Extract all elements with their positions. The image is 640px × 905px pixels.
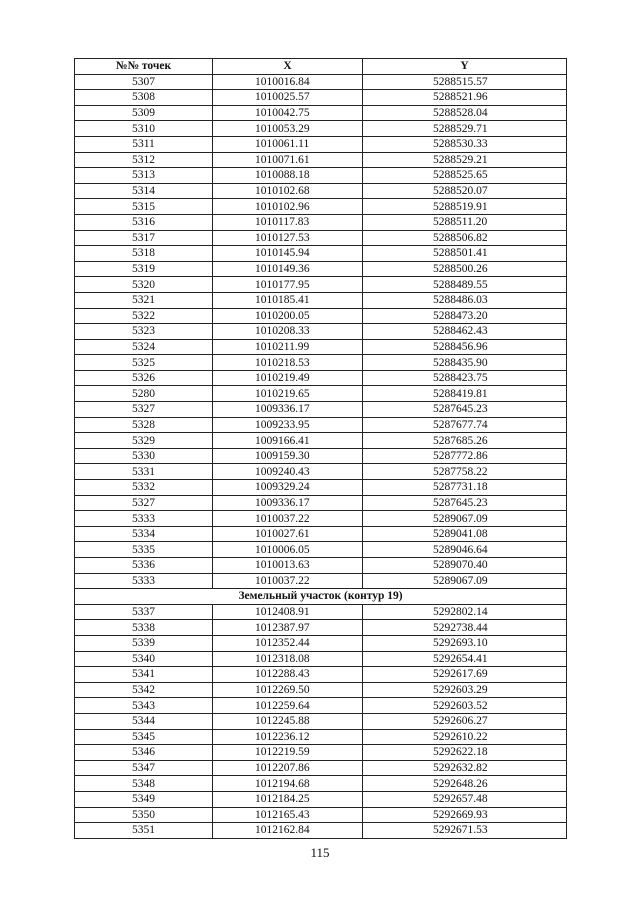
point-number-cell: 5316 <box>75 214 213 230</box>
x-coordinate-cell: 1010037.22 <box>213 511 363 527</box>
y-coordinate-cell: 5288528.04 <box>363 105 567 121</box>
table-body <box>75 74 567 838</box>
x-coordinate-cell: 1010219.65 <box>213 386 363 402</box>
y-coordinate-cell: 5292802.14 <box>363 604 567 620</box>
header-y: Y <box>363 59 567 75</box>
point-number-cell: 5313 <box>75 168 213 184</box>
y-coordinate-cell: 5289041.08 <box>363 526 567 542</box>
table-header-row <box>75 59 567 75</box>
point-number-cell: 5340 <box>75 651 213 667</box>
point-number-cell: 5332 <box>75 480 213 496</box>
x-coordinate-cell: 1009240.43 <box>213 464 363 480</box>
x-coordinate-cell: 1010208.33 <box>213 324 363 340</box>
y-coordinate-cell: 5292738.44 <box>363 620 567 636</box>
y-coordinate-cell: 5292603.52 <box>363 698 567 714</box>
x-coordinate-cell: 1012259.64 <box>213 698 363 714</box>
table-row <box>75 542 567 558</box>
x-coordinate-cell: 1010088.18 <box>213 168 363 184</box>
y-coordinate-cell: 5288500.26 <box>363 261 567 277</box>
header-point-number: №№ точек <box>75 59 213 75</box>
section-title: Земельный участок (контур 19) <box>75 589 567 605</box>
x-coordinate-cell: 1012408.91 <box>213 604 363 620</box>
table-row <box>75 604 567 620</box>
x-coordinate-cell: 1012184.25 <box>213 791 363 807</box>
table-row <box>75 183 567 199</box>
y-coordinate-cell: 5288423.75 <box>363 370 567 386</box>
point-number-cell: 5348 <box>75 776 213 792</box>
table-row <box>75 230 567 246</box>
point-number-cell: 5338 <box>75 620 213 636</box>
x-coordinate-cell: 1010053.29 <box>213 121 363 137</box>
x-coordinate-cell: 1010013.63 <box>213 558 363 574</box>
y-coordinate-cell: 5288520.07 <box>363 183 567 199</box>
point-number-cell: 5336 <box>75 558 213 574</box>
y-coordinate-cell: 5292693.10 <box>363 635 567 651</box>
point-number-cell: 5351 <box>75 823 213 839</box>
point-number-cell: 5334 <box>75 526 213 542</box>
x-coordinate-cell: 1010177.95 <box>213 277 363 293</box>
point-number-cell: 5350 <box>75 807 213 823</box>
y-coordinate-cell: 5287731.18 <box>363 480 567 496</box>
table-row <box>75 417 567 433</box>
point-number-cell: 5327 <box>75 495 213 511</box>
x-coordinate-cell: 1012219.59 <box>213 745 363 761</box>
table-row <box>75 121 567 137</box>
x-coordinate-cell: 1010025.57 <box>213 90 363 106</box>
table-row <box>75 635 567 651</box>
table-row <box>75 355 567 371</box>
point-number-cell: 5342 <box>75 682 213 698</box>
y-coordinate-cell: 5287645.23 <box>363 402 567 418</box>
point-number-cell: 5349 <box>75 791 213 807</box>
point-number-cell: 5318 <box>75 246 213 262</box>
table-row <box>75 292 567 308</box>
table-row <box>75 277 567 293</box>
point-number-cell: 5323 <box>75 324 213 340</box>
x-coordinate-cell: 1010145.94 <box>213 246 363 262</box>
point-number-cell: 5315 <box>75 199 213 215</box>
table-row <box>75 152 567 168</box>
x-coordinate-cell: 1009159.30 <box>213 448 363 464</box>
x-coordinate-cell: 1010211.99 <box>213 339 363 355</box>
point-number-cell: 5320 <box>75 277 213 293</box>
x-coordinate-cell: 1010006.05 <box>213 542 363 558</box>
point-number-cell: 5307 <box>75 74 213 90</box>
x-coordinate-cell: 1012236.12 <box>213 729 363 745</box>
y-coordinate-cell: 5289067.09 <box>363 573 567 589</box>
table-row <box>75 74 567 90</box>
point-number-cell: 5327 <box>75 402 213 418</box>
table-row <box>75 620 567 636</box>
y-coordinate-cell: 5292606.27 <box>363 713 567 729</box>
x-coordinate-cell: 1010219.49 <box>213 370 363 386</box>
y-coordinate-cell: 5292617.69 <box>363 667 567 683</box>
x-coordinate-cell: 1010127.53 <box>213 230 363 246</box>
table-row <box>75 386 567 402</box>
point-number-cell: 5328 <box>75 417 213 433</box>
table-row <box>75 246 567 262</box>
table-row <box>75 807 567 823</box>
table-row <box>75 214 567 230</box>
point-number-cell: 5337 <box>75 604 213 620</box>
y-coordinate-cell: 5292654.41 <box>363 651 567 667</box>
table-row <box>75 776 567 792</box>
x-coordinate-cell: 1012352.44 <box>213 635 363 651</box>
y-coordinate-cell: 5288525.65 <box>363 168 567 184</box>
y-coordinate-cell: 5288473.20 <box>363 308 567 324</box>
y-coordinate-cell: 5292610.22 <box>363 729 567 745</box>
point-number-cell: 5333 <box>75 511 213 527</box>
x-coordinate-cell: 1012207.86 <box>213 760 363 776</box>
table-row <box>75 199 567 215</box>
table-row <box>75 464 567 480</box>
table-row <box>75 261 567 277</box>
x-coordinate-cell: 1012245.88 <box>213 713 363 729</box>
y-coordinate-cell: 5288530.33 <box>363 136 567 152</box>
x-coordinate-cell: 1010149.36 <box>213 261 363 277</box>
point-number-cell: 5346 <box>75 745 213 761</box>
x-coordinate-cell: 1012288.43 <box>213 667 363 683</box>
coordinates-table <box>74 58 567 839</box>
point-number-cell: 5339 <box>75 635 213 651</box>
table-row <box>75 760 567 776</box>
y-coordinate-cell: 5288529.21 <box>363 152 567 168</box>
y-coordinate-cell: 5289070.40 <box>363 558 567 574</box>
table-row <box>75 448 567 464</box>
point-number-cell: 5311 <box>75 136 213 152</box>
y-coordinate-cell: 5288511.20 <box>363 214 567 230</box>
table-row <box>75 698 567 714</box>
table-row <box>75 823 567 839</box>
x-coordinate-cell: 1010061.11 <box>213 136 363 152</box>
point-number-cell: 5317 <box>75 230 213 246</box>
point-number-cell: 5335 <box>75 542 213 558</box>
table-row <box>75 495 567 511</box>
point-number-cell: 5341 <box>75 667 213 683</box>
y-coordinate-cell: 5288462.43 <box>363 324 567 340</box>
point-number-cell: 5345 <box>75 729 213 745</box>
x-coordinate-cell: 1012162.84 <box>213 823 363 839</box>
x-coordinate-cell: 1010027.61 <box>213 526 363 542</box>
point-number-cell: 5322 <box>75 308 213 324</box>
point-number-cell: 5321 <box>75 292 213 308</box>
y-coordinate-cell: 5292671.53 <box>363 823 567 839</box>
y-coordinate-cell: 5288515.57 <box>363 74 567 90</box>
point-number-cell: 5331 <box>75 464 213 480</box>
x-coordinate-cell: 1010200.05 <box>213 308 363 324</box>
table-row <box>75 90 567 106</box>
x-coordinate-cell: 1010016.84 <box>213 74 363 90</box>
header-x: X <box>213 59 363 75</box>
point-number-cell: 5308 <box>75 90 213 106</box>
x-coordinate-cell: 1010102.96 <box>213 199 363 215</box>
x-coordinate-cell: 1010071.61 <box>213 152 363 168</box>
table-row <box>75 511 567 527</box>
x-coordinate-cell: 1012194.68 <box>213 776 363 792</box>
table-row <box>75 480 567 496</box>
point-number-cell: 5329 <box>75 433 213 449</box>
y-coordinate-cell: 5292603.29 <box>363 682 567 698</box>
y-coordinate-cell: 5288489.55 <box>363 277 567 293</box>
y-coordinate-cell: 5288519.91 <box>363 199 567 215</box>
table-row <box>75 558 567 574</box>
table-row <box>75 324 567 340</box>
y-coordinate-cell: 5287677.74 <box>363 417 567 433</box>
y-coordinate-cell: 5288419.81 <box>363 386 567 402</box>
x-coordinate-cell: 1009336.17 <box>213 402 363 418</box>
y-coordinate-cell: 5292657.48 <box>363 791 567 807</box>
y-coordinate-cell: 5287645.23 <box>363 495 567 511</box>
table-row <box>75 433 567 449</box>
x-coordinate-cell: 1010037.22 <box>213 573 363 589</box>
table-row <box>75 339 567 355</box>
table-row <box>75 168 567 184</box>
x-coordinate-cell: 1010042.75 <box>213 105 363 121</box>
table-row <box>75 713 567 729</box>
y-coordinate-cell: 5288435.90 <box>363 355 567 371</box>
y-coordinate-cell: 5292622.18 <box>363 745 567 761</box>
point-number-cell: 5314 <box>75 183 213 199</box>
y-coordinate-cell: 5288521.96 <box>363 90 567 106</box>
point-number-cell: 5325 <box>75 355 213 371</box>
table-row <box>75 105 567 121</box>
point-number-cell: 5309 <box>75 105 213 121</box>
point-number-cell: 5330 <box>75 448 213 464</box>
y-coordinate-cell: 5289067.09 <box>363 511 567 527</box>
table-row <box>75 745 567 761</box>
table-row <box>75 370 567 386</box>
x-coordinate-cell: 1009166.41 <box>213 433 363 449</box>
table-row <box>75 667 567 683</box>
point-number-cell: 5343 <box>75 698 213 714</box>
table-row <box>75 136 567 152</box>
x-coordinate-cell: 1012269.50 <box>213 682 363 698</box>
y-coordinate-cell: 5288456.96 <box>363 339 567 355</box>
table-row <box>75 729 567 745</box>
point-number-cell: 5326 <box>75 370 213 386</box>
table-row <box>75 651 567 667</box>
point-number-cell: 5312 <box>75 152 213 168</box>
y-coordinate-cell: 5287772.86 <box>363 448 567 464</box>
x-coordinate-cell: 1012165.43 <box>213 807 363 823</box>
y-coordinate-cell: 5287758.22 <box>363 464 567 480</box>
y-coordinate-cell: 5288486.03 <box>363 292 567 308</box>
table-row <box>75 573 567 589</box>
point-number-cell: 5319 <box>75 261 213 277</box>
page-number: 115 <box>310 845 330 860</box>
table-row <box>75 682 567 698</box>
x-coordinate-cell: 1010218.53 <box>213 355 363 371</box>
x-coordinate-cell: 1012387.97 <box>213 620 363 636</box>
section-row <box>75 589 567 605</box>
table-row <box>75 308 567 324</box>
table-row <box>75 526 567 542</box>
table-row <box>75 791 567 807</box>
point-number-cell: 5347 <box>75 760 213 776</box>
x-coordinate-cell: 1010102.68 <box>213 183 363 199</box>
point-number-cell: 5344 <box>75 713 213 729</box>
x-coordinate-cell: 1009329.24 <box>213 480 363 496</box>
x-coordinate-cell: 1010185.41 <box>213 292 363 308</box>
point-number-cell: 5324 <box>75 339 213 355</box>
y-coordinate-cell: 5292632.82 <box>363 760 567 776</box>
y-coordinate-cell: 5289046.64 <box>363 542 567 558</box>
point-number-cell: 5310 <box>75 121 213 137</box>
y-coordinate-cell: 5292648.26 <box>363 776 567 792</box>
y-coordinate-cell: 5288501.41 <box>363 246 567 262</box>
x-coordinate-cell: 1009336.17 <box>213 495 363 511</box>
y-coordinate-cell: 5288529.71 <box>363 121 567 137</box>
x-coordinate-cell: 1012318.08 <box>213 651 363 667</box>
y-coordinate-cell: 5287685.26 <box>363 433 567 449</box>
point-number-cell: 5333 <box>75 573 213 589</box>
x-coordinate-cell: 1010117.83 <box>213 214 363 230</box>
y-coordinate-cell: 5288506.82 <box>363 230 567 246</box>
point-number-cell: 5280 <box>75 386 213 402</box>
x-coordinate-cell: 1009233.95 <box>213 417 363 433</box>
table-row <box>75 402 567 418</box>
y-coordinate-cell: 5292669.93 <box>363 807 567 823</box>
